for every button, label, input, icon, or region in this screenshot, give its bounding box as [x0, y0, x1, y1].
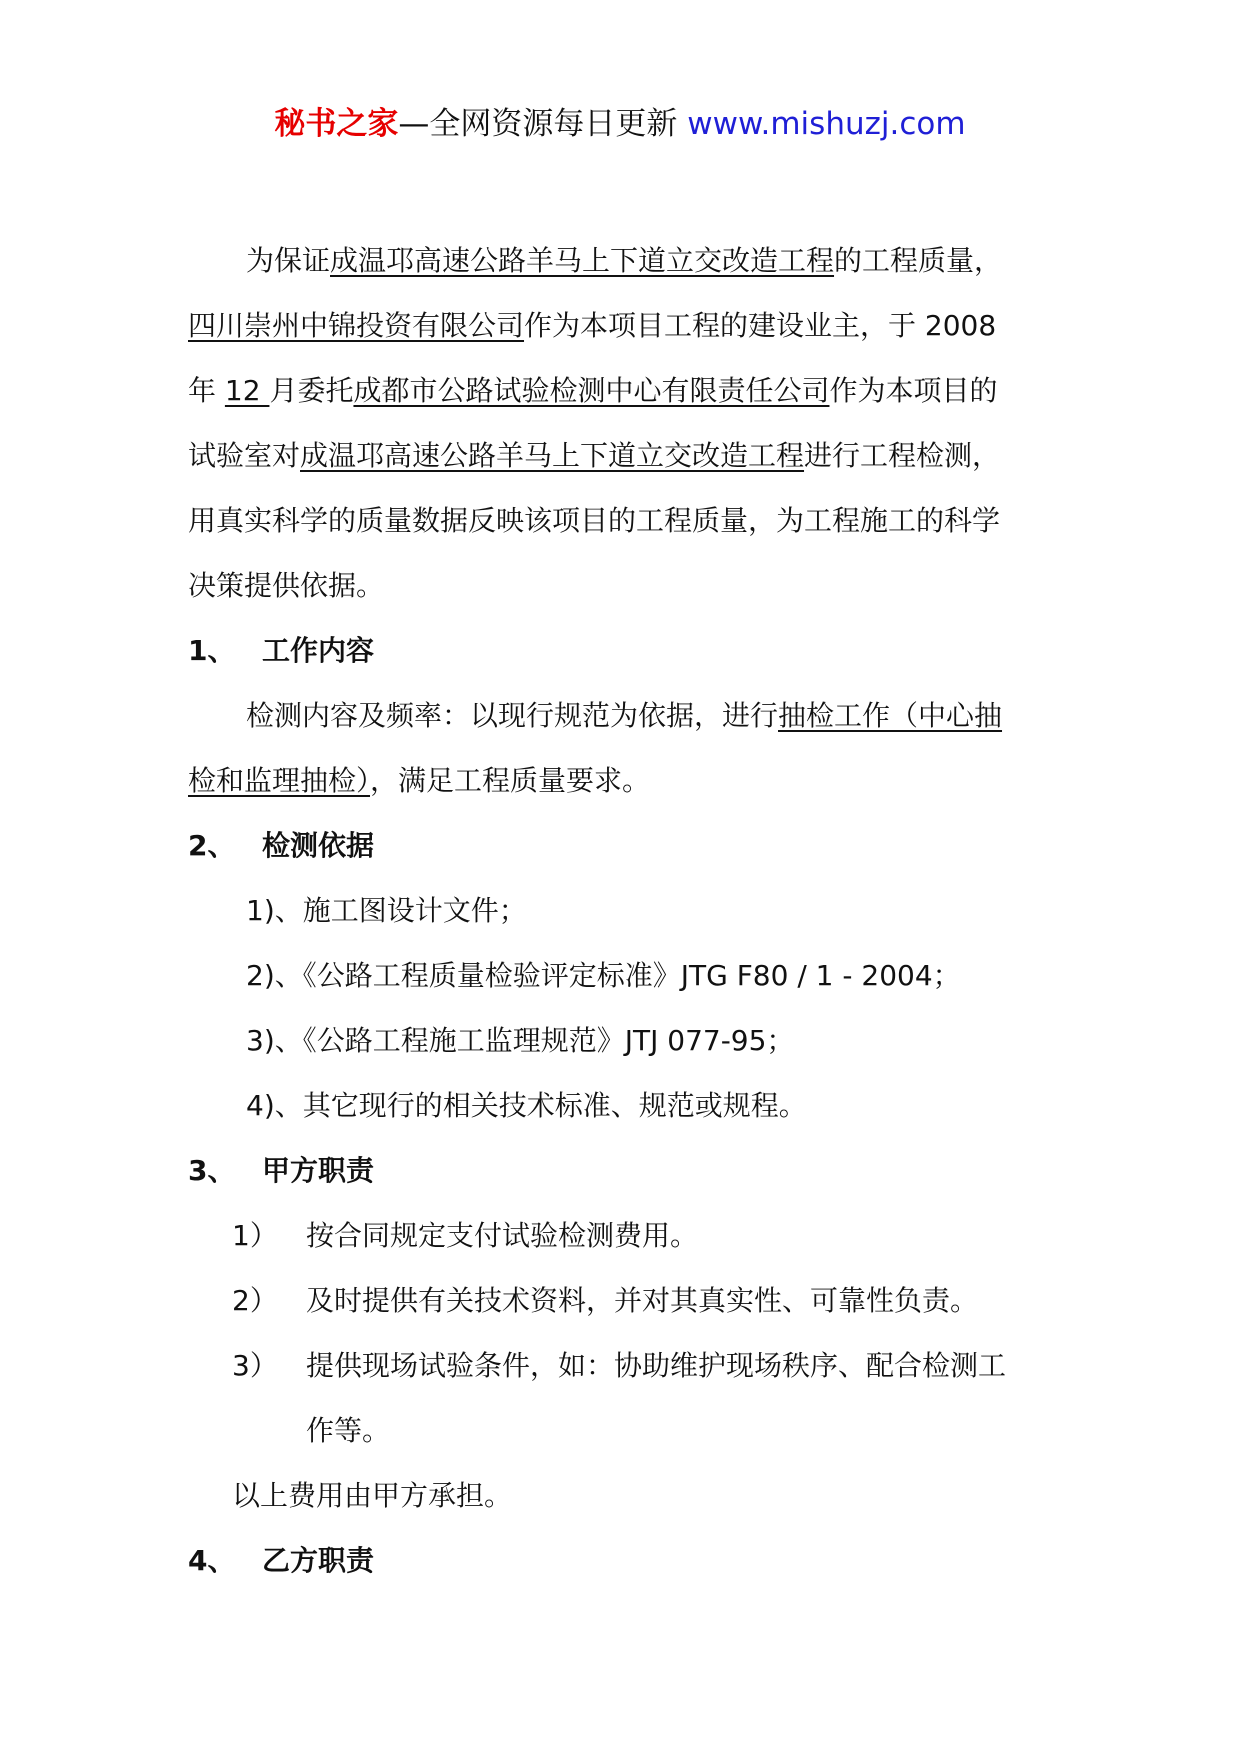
project-name-2: 成温邛高速公路羊马上下道立交改造工程	[300, 439, 805, 472]
section-3-heading: 3、 甲方职责	[188, 1138, 1064, 1203]
list-item: 3） 提供现场试验条件，如：协助维护现场秩序、配合检测工	[232, 1349, 1007, 1382]
list-item: 3)、《公路工程施工监理规范》JTJ 077-95；	[246, 1024, 795, 1057]
site-header	[0, 100, 1240, 148]
list-item: 1） 按合同规定支付试验检测费用。	[232, 1219, 699, 1252]
intro-line-5: 用真实科学的质量数据反映该项目的工程质量，为工程施工的科学	[188, 504, 1001, 537]
site-url-link[interactable]: www.mishuzj.com	[687, 106, 966, 142]
list-item: 2） 及时提供有关技术资料，并对其真实性、可靠性负责。	[232, 1284, 979, 1317]
list-item-continuation: 作等。	[306, 1414, 391, 1447]
intro-line-4: 试验室对成温邛高速公路羊马上下道立交改造工程进行工程检测，	[188, 439, 1001, 472]
section-1-title: 工作内容	[262, 634, 375, 667]
section-1-line-2: 检和监理抽检），满足工程质量要求。	[188, 764, 651, 797]
list-item: 4)、其它现行的相关技术标准、规范或规程。	[246, 1089, 807, 1122]
intro-line-3: 年 12 月委托成都市公路试验检测中心有限责任公司作为本项目的	[188, 374, 998, 407]
intro-line-2: 四川崇州中锦投资有限公司作为本项目工程的建设业主，于 2008	[188, 309, 997, 342]
list-item: 1)、施工图设计文件；	[246, 894, 527, 927]
testing-company: 成都市公路试验检测中心有限责任公司	[353, 374, 830, 407]
section-1-line-1: 检测内容及频率：以现行规范为依据，进行抽检工作（中心抽	[246, 699, 1003, 732]
section-3-title: 甲方职责	[262, 1154, 375, 1187]
section-2-heading: 2、 检测依据	[188, 813, 1064, 878]
section-3-note: 以上费用由甲方承担。	[232, 1479, 513, 1512]
section-1-heading: 1、 工作内容	[188, 618, 1064, 683]
site-tagline: —全网资源每日更新	[398, 106, 688, 142]
owner-company: 四川崇州中锦投资有限公司	[188, 309, 525, 342]
section-4-heading: 4、 乙方职责	[188, 1528, 1064, 1593]
section-2-title: 检测依据	[262, 829, 375, 862]
project-name: 成温邛高速公路羊马上下道立交改造工程	[330, 244, 835, 277]
document-body	[188, 228, 1064, 1593]
site-brand: 秘书之家	[274, 106, 399, 142]
section-4-title: 乙方职责	[262, 1544, 375, 1577]
intro-line-6: 决策提供依据。	[188, 569, 385, 602]
month-value: 12	[224, 374, 270, 407]
list-item: 2)、《公路工程质量检验评定标准》JTG F80 / 1 - 2004；	[246, 959, 961, 992]
intro-line-1: 为保证成温邛高速公路羊马上下道立交改造工程的工程质量，	[246, 244, 1003, 277]
